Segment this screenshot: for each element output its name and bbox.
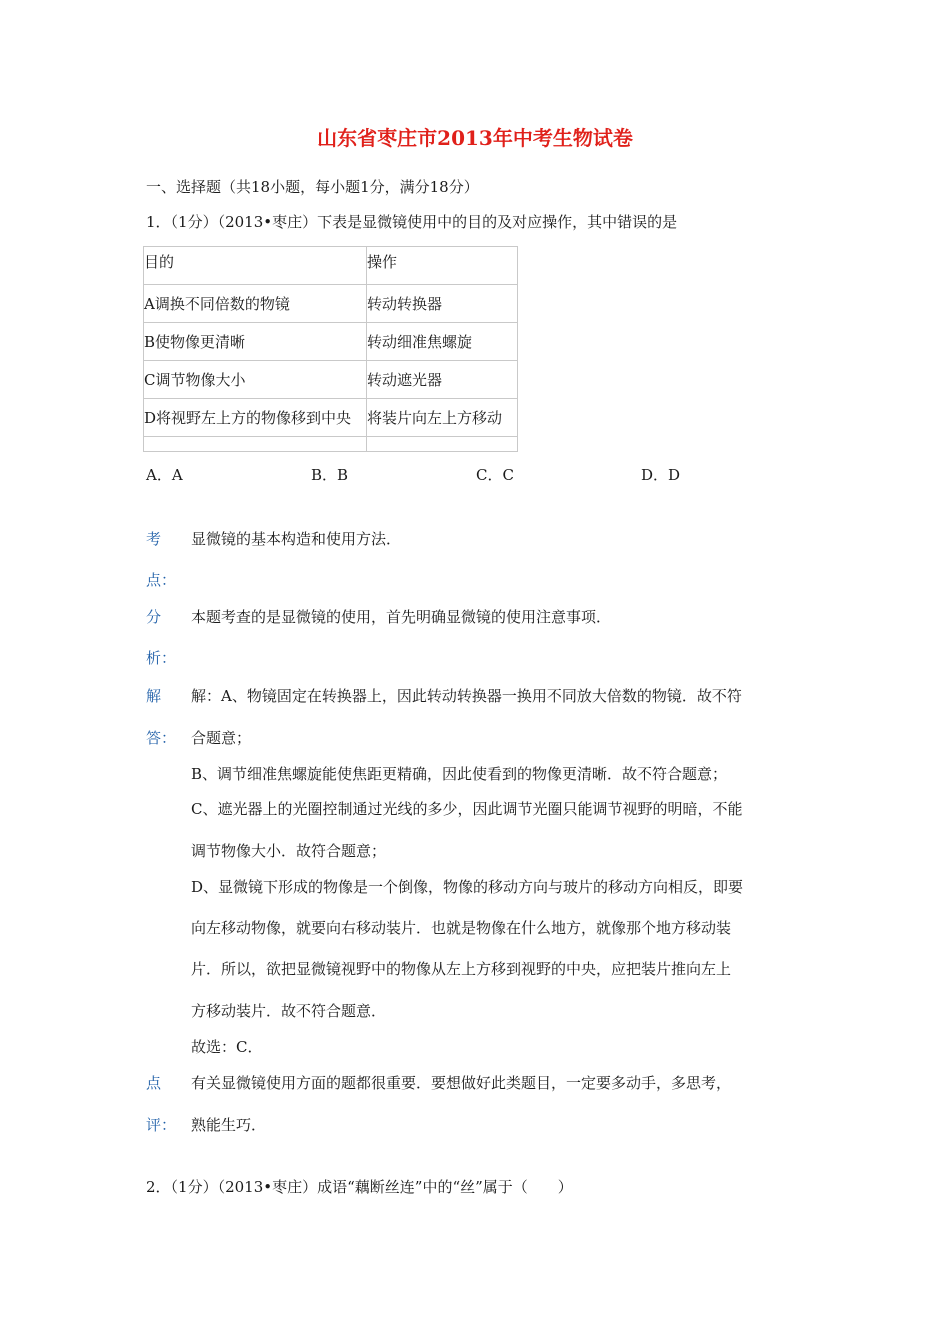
option-d: D．D	[641, 466, 681, 484]
jieda-line: B、调节细准焦螺旋能使焦距更精确，因此使看到的物像更清晰．故不符合题意；	[191, 765, 728, 783]
header-operation: 操作	[367, 247, 518, 285]
option-b: B．B	[311, 466, 349, 484]
table-row	[144, 285, 518, 323]
fenxi-label-1: 分	[146, 608, 162, 626]
table-header-row	[144, 247, 518, 285]
table-spacer-row	[144, 437, 518, 452]
option-c: C．C	[476, 466, 514, 484]
purpose-cell	[144, 399, 367, 437]
jieda-line: 故选：C．	[191, 1038, 263, 1056]
row-letter: D	[144, 409, 157, 427]
purpose-text: 使物像更清晰	[155, 333, 246, 351]
microscope-operations-table	[143, 246, 518, 452]
purpose-cell	[144, 323, 367, 361]
jieda-line: 方移动装片．故不符合题意．	[191, 1002, 387, 1020]
jieda-line: 解：A、物镜固定在转换器上，因此转动转换器一换用不同放大倍数的物镜．故不符	[191, 687, 742, 705]
jieda-line: 向左移动物像，就要向右移动装片．也就是物像在什么地方，就像那个地方移动装	[191, 919, 732, 937]
jieda-line: 合题意；	[191, 729, 252, 747]
spacer-cell	[144, 437, 367, 452]
purpose-cell	[144, 361, 367, 399]
purpose-text: 调节物像大小	[155, 371, 246, 389]
section-heading: 一、选择题（共18小题，每小题1分，满分18分）	[146, 178, 479, 196]
page-title: 山东省枣庄市2013年中考生物试卷	[317, 126, 633, 150]
kaodian-text: 显微镜的基本构造和使用方法．	[191, 530, 402, 548]
operation-cell: 转动遮光器	[367, 361, 518, 399]
question-1-stem: 1．（1分）（2013•枣庄）下表是显微镜使用中的目的及对应操作，其中错误的是	[146, 213, 678, 231]
jieda-label-2: 答：	[146, 729, 177, 747]
option-a: A．A	[146, 466, 183, 484]
operation-cell: 将装片向左上方移动	[367, 399, 518, 437]
jieda-line: C、遮光器上的光圈控制通过光线的多少，因此调节光圈只能调节视野的明暗，不能	[191, 800, 743, 818]
kaodian-label-1: 考	[146, 530, 162, 548]
row-letter: A	[144, 295, 155, 313]
jieda-label-1: 解	[146, 687, 162, 705]
table-row	[144, 399, 518, 437]
purpose-text: 将视野左上方的物像移到中央	[156, 409, 352, 427]
table-row	[144, 361, 518, 399]
operation-cell: 转动转换器	[367, 285, 518, 323]
row-letter: B	[144, 333, 156, 351]
dianping-label-1: 点	[146, 1074, 162, 1092]
dianping-line: 熟能生巧．	[191, 1116, 267, 1134]
dianping-label-2: 评：	[146, 1116, 177, 1134]
fenxi-label-2: 析：	[146, 649, 177, 667]
table-row	[144, 323, 518, 361]
jieda-line: 片．所以，欲把显微镜视野中的物像从左上方移到视野的中央，应把装片推向左上	[191, 960, 732, 978]
jieda-line: D、显微镜下形成的物像是一个倒像，物像的移动方向与玻片的移动方向相反，即要	[191, 878, 744, 896]
kaodian-label-2: 点：	[146, 571, 177, 589]
operation-cell: 转动细准焦螺旋	[367, 323, 518, 361]
question-2-stem: 2．（1分）（2013•枣庄）成语“藕断丝连”中的“丝”属于（ ）	[146, 1178, 573, 1196]
row-letter: C	[144, 371, 156, 389]
purpose-text: 调换不同倍数的物镜	[154, 295, 290, 313]
fenxi-text: 本题考查的是显微镜的使用，首先明确显微镜的使用注意事项．	[191, 608, 612, 626]
spacer-cell	[367, 437, 518, 452]
jieda-line: 调节物像大小．故符合题意；	[191, 842, 387, 860]
header-purpose: 目的	[144, 247, 367, 285]
purpose-cell	[144, 285, 367, 323]
dianping-line: 有关显微镜使用方面的题都很重要．要想做好此类题目，一定要多动手，多思考，	[191, 1074, 732, 1092]
